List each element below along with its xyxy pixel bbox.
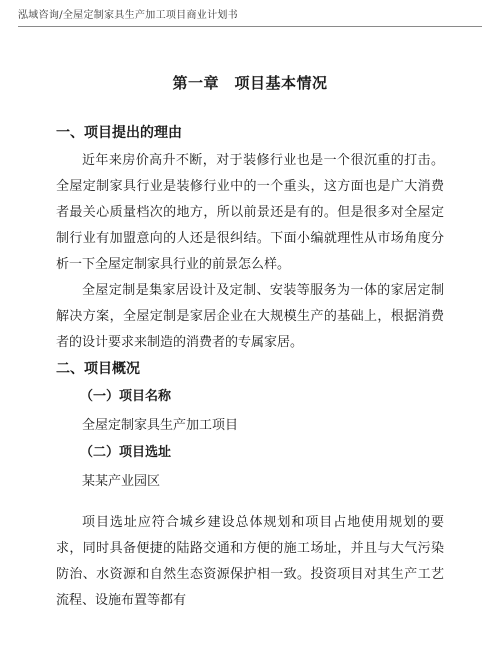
subsection-heading-project-name: （一）项目名称 — [80, 389, 172, 404]
project-name-value: 全屋定制家具生产加工项目 — [82, 418, 239, 433]
section-heading-overview: 二、项目概况 — [56, 361, 140, 377]
header-text: 泓域咨询/全屋定制家具生产加工项目商业计划书 — [18, 10, 238, 21]
paragraph-market-background: 近年来房价高升不断，对于装修行业也是一个很沉重的打击。全屋定制家具行业是装修行业中的一个重头，这方面也是广大消费者最关心质量档次的地方，所以前景还是有的。但是很多对全屋定制行业有加盟意向的人还是很纠结。下面小编就理性从市场角度分析一下全屋定制家具行业的前景怎么样。 — [56, 153, 444, 272]
paragraph-definition: 全屋定制是集家居设计及定制、安装等服务为一体的家居定制解决方案，全屋定制是家居企业在大规模生产的基础上，根据消费者的设计要求来制造的消费者的专属家居。 — [56, 283, 444, 350]
paragraph-site-requirements: 项目选址应符合城乡建设总体规划和项目占地使用规划的要求，同时具备便捷的陆路交通和方便的施工场址，并且与大气污染防治、水资源和自然生态资源保护相一致。投资项目对其生产工艺流程、设施布置等都有 — [56, 515, 444, 608]
subsection-heading-project-site: （二）项目选址 — [80, 445, 172, 460]
page-header — [18, 6, 482, 27]
project-site-value: 某某产业园区 — [82, 474, 161, 489]
section-heading-reasons: 一、项目提出的理由 — [56, 125, 182, 141]
chapter-title: 第一章 项目基本情况 — [172, 74, 328, 92]
